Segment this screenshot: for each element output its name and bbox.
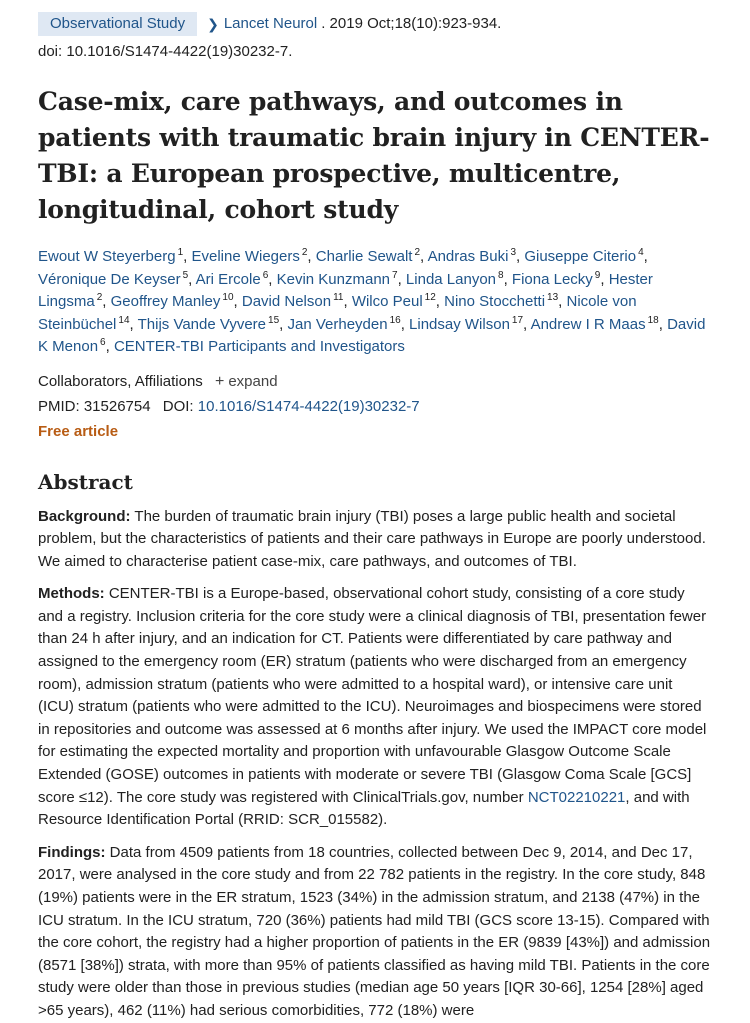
author-name: Charlie Sewalt bbox=[315, 248, 413, 265]
author-affiliation-number[interactable]: 4 bbox=[638, 247, 644, 258]
author-separator: , bbox=[435, 293, 445, 310]
author-affiliation-number[interactable]: 11 bbox=[333, 292, 344, 303]
pmid-value: 31526754 bbox=[83, 397, 151, 415]
author-separator: , bbox=[400, 315, 410, 333]
collaborators-label: Collaborators, Affiliations bbox=[38, 372, 203, 390]
authors-list bbox=[38, 246, 712, 359]
chevron-right-icon: ❯ bbox=[207, 16, 219, 32]
citation-details: . 2019 Oct;18(10):923-934. bbox=[321, 15, 502, 32]
author-name: Nino Stocchetti bbox=[444, 293, 546, 310]
author-name: Lindsay Wilson bbox=[409, 315, 510, 333]
author-name: Wilco Peul bbox=[351, 293, 423, 310]
author-separator: , bbox=[600, 270, 609, 288]
author-name: David Nelson bbox=[241, 293, 332, 310]
author-separator: , bbox=[183, 248, 192, 265]
author-separator: , bbox=[343, 293, 352, 310]
author-affiliation-number[interactable]: 18 bbox=[647, 314, 659, 326]
author-link[interactable] bbox=[242, 293, 344, 310]
author-separator: , bbox=[643, 248, 648, 265]
author-separator: , bbox=[523, 315, 531, 333]
author-affiliation-number[interactable]: 9 bbox=[594, 269, 601, 281]
doi-link[interactable]: 10.1016/S1474-4422(19)30232-7 bbox=[197, 397, 420, 415]
collaborators-row bbox=[38, 369, 712, 394]
author-name: Andras Buki bbox=[427, 248, 509, 265]
author-name: CENTER-TBI Participants and Investigators bbox=[113, 338, 405, 355]
author-affiliation-number[interactable]: 6 bbox=[100, 337, 106, 348]
author-link[interactable] bbox=[531, 316, 659, 333]
author-separator: , bbox=[558, 293, 567, 310]
author-separator: , bbox=[105, 338, 114, 355]
author-separator: , bbox=[279, 315, 288, 333]
author-separator: , bbox=[102, 293, 111, 310]
author-separator: , bbox=[307, 248, 316, 265]
author-affiliation-number[interactable]: 3 bbox=[510, 247, 516, 258]
doi-line: doi: 10.1016/S1474-4422(19)30232-7. bbox=[38, 43, 293, 60]
author-name: David K Menon bbox=[38, 315, 706, 355]
author-affiliation-number[interactable]: 12 bbox=[424, 292, 436, 303]
abstract-background bbox=[38, 506, 712, 574]
author-link[interactable] bbox=[38, 271, 188, 288]
author-separator: , bbox=[268, 270, 277, 288]
abstract-methods bbox=[38, 583, 712, 832]
clinicaltrials-link[interactable]: NCT02210221 bbox=[527, 788, 626, 806]
author-affiliation-number[interactable]: 1 bbox=[177, 247, 184, 258]
author-separator: , bbox=[397, 270, 406, 288]
author-separator: , bbox=[129, 315, 138, 333]
abstract-heading: Abstract bbox=[38, 469, 133, 494]
author-separator: , bbox=[188, 270, 196, 288]
author-link[interactable] bbox=[138, 316, 280, 333]
author-affiliation-number[interactable]: 17 bbox=[511, 314, 524, 326]
author-affiliation-number[interactable]: 2 bbox=[96, 292, 103, 303]
author-affiliation-number[interactable]: 7 bbox=[392, 269, 398, 281]
author-name: Geoffrey Manley bbox=[110, 293, 221, 310]
identifiers-row bbox=[38, 394, 712, 419]
author-name: Kevin Kunzmann bbox=[276, 270, 391, 288]
author-affiliation-number[interactable]: 14 bbox=[118, 314, 130, 326]
author-link[interactable] bbox=[114, 338, 405, 355]
author-name: Nicole von Steinbüchel bbox=[38, 293, 637, 333]
author-name: Ewout W Steyerberg bbox=[38, 248, 176, 265]
article-title: Case-mix, care pathways, and outcomes in patients with traumatic brain injury in CENTER-TBI: a European prospective, multicentre, longitudinal, cohort study bbox=[38, 87, 710, 224]
author-affiliation-number[interactable]: 6 bbox=[262, 269, 269, 281]
author-affiliation-number[interactable]: 2 bbox=[414, 247, 421, 258]
methods-text: CENTER-TBI is a Europe-based, observational cohort study, consisting of a core study and a registry. Inclusion criteria for the core study were a clinical diagnosis of TBI, presentation fewer than 24 h after injury, and an indication for CT. Patients were differentiated by care pathway and assigned to the emergency room (ER) stratum (patients who were discharged from an emergency room), admission stratum (patients who were admitted to a hospital ward), or intensive care unit (ICU) stratum (patients who were admitted to the ICU). Neuroimages and biospecimens were stored in repositories and outcome was assessed at 6 months after injury. We used the IMPACT core model for estimating the expected mortality and proportion with unfavourable Glasgow Outcome Scale Extended (GOSE) outcomes in patients with moderate or severe TBI (Glasgow Coma Scale [GCS] score ≤12). The core study was registered with ClinicalTrials.gov, number bbox=[38, 585, 707, 806]
author-name: Hester Lingsma bbox=[38, 270, 653, 310]
study-type-badge: Observational Study bbox=[38, 12, 197, 36]
author-affiliation-number[interactable]: 15 bbox=[268, 314, 280, 326]
author-name: Fiona Lecky bbox=[511, 270, 593, 288]
doi-label: DOI: bbox=[162, 397, 194, 415]
author-link[interactable] bbox=[316, 248, 420, 265]
author-link[interactable] bbox=[277, 271, 398, 288]
author-link[interactable] bbox=[196, 271, 269, 288]
background-label: Background: bbox=[38, 507, 131, 525]
author-name: Eveline Wiegers bbox=[191, 248, 300, 265]
author-affiliation-number[interactable]: 13 bbox=[547, 292, 559, 303]
methods-text-end: , and with Resource Identification Portal (RRID: SCR_015582). bbox=[38, 788, 690, 829]
author-link[interactable] bbox=[111, 293, 234, 310]
author-link[interactable] bbox=[409, 316, 523, 333]
author-link[interactable] bbox=[38, 248, 183, 265]
author-link[interactable] bbox=[191, 248, 307, 265]
findings-text: Data from 4509 patients from 18 countries, collected between Dec 9, 2014, and Dec 17, 2017, were analysed in the core study and from 22 782 patients in the registry. In the core study, 848 (19%) patients were in the ER stratum, 1523 (34%) in the admission stratum, and 2138 (47%) in the ICU stratum. In the ICU stratum, 720 (36%) patients had mild TBI (GCS score 13-15). Compared with the core cohort, the registry had a higher proportion of patients in the ER (9839 [43%]) and admission (8571 [38%]) strata, with more than 95% of patients classified as having mild TBI. Patients in the core study were older than those in previous studies (median age 50 years [IQR 30-66], 1254 [28%] aged >65 years), 462 (11%) had serious comorbidities, 772 (18%) were bbox=[38, 843, 711, 1019]
author-name: Jan Verheyden bbox=[287, 315, 388, 333]
citation-bar bbox=[38, 12, 712, 36]
author-affiliation-number[interactable]: 16 bbox=[389, 314, 401, 326]
author-affiliation-number[interactable]: 8 bbox=[498, 269, 504, 281]
plus-icon: + bbox=[214, 372, 225, 390]
author-name: Véronique De Keyser bbox=[38, 270, 181, 288]
author-affiliation-number[interactable]: 2 bbox=[301, 247, 308, 258]
author-affiliation-number[interactable]: 10 bbox=[222, 292, 234, 303]
expand-button[interactable] bbox=[215, 373, 278, 390]
journal-link[interactable]: Lancet Neurol bbox=[223, 15, 318, 32]
author-name: Andrew I R Maas bbox=[530, 315, 646, 333]
abstract-findings bbox=[38, 842, 712, 1023]
expand-label: expand bbox=[228, 372, 278, 390]
author-name: Ari Ercole bbox=[195, 270, 261, 288]
author-separator: , bbox=[658, 315, 668, 333]
author-link[interactable] bbox=[524, 248, 643, 265]
author-name: Giuseppe Citerio bbox=[524, 248, 637, 265]
author-link[interactable] bbox=[444, 293, 558, 310]
author-affiliation-number[interactable]: 5 bbox=[182, 269, 189, 281]
background-text: The burden of traumatic brain injury (TBI) poses a large public health and societal problem, but the characteristics of patients and their care pathways in Europe are poorly understood. We aimed to characterise patient case-mix, care pathways, and outcomes of TBI. bbox=[38, 507, 706, 570]
pmid-label: PMID: bbox=[38, 397, 80, 415]
author-name: Thijs Vande Vyvere bbox=[137, 315, 267, 333]
author-separator: , bbox=[420, 248, 428, 265]
author-separator: , bbox=[503, 270, 512, 288]
findings-label: Findings: bbox=[38, 843, 106, 861]
author-link[interactable] bbox=[428, 248, 516, 265]
author-separator: , bbox=[233, 293, 242, 310]
author-link[interactable] bbox=[352, 293, 436, 310]
author-link[interactable] bbox=[512, 271, 600, 288]
article-meta bbox=[38, 369, 712, 444]
methods-label: Methods: bbox=[38, 585, 105, 603]
author-separator: , bbox=[516, 248, 525, 265]
author-name: Linda Lanyon bbox=[405, 270, 497, 288]
author-link[interactable] bbox=[287, 316, 400, 333]
author-link[interactable] bbox=[406, 271, 504, 288]
free-article-label: Free article bbox=[38, 422, 119, 440]
